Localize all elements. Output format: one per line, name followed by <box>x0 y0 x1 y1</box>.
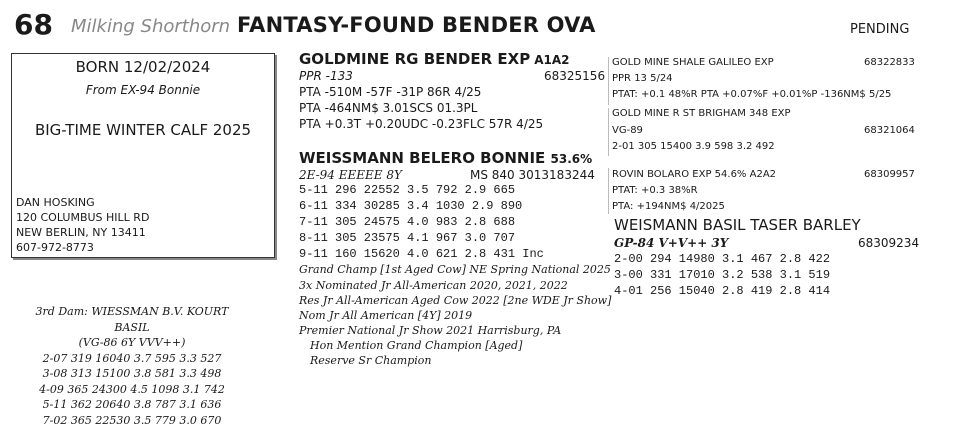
birth-date: BORN 12/02/2024 <box>75 58 211 76</box>
dam-sire-ptat: PTAT: +0.3 38%R <box>612 185 698 196</box>
sire-dam-name: GOLD MINE R ST BRIGHAM 348 EXP <box>612 108 791 119</box>
dam-lactation: 9-11 160 15620 4.0 621 2.8 431 Inc <box>299 247 544 261</box>
sire-sire-ptat: PTAT: +0.1 48%R PTA +0.07%F +0.01%P -136NM$ 5/25 <box>612 89 892 100</box>
dam-lactation: 5-11 296 22552 3.5 792 2.9 665 <box>299 183 516 197</box>
dam-sire-pta: PTA: +194NM$ 4/2025 <box>612 201 725 212</box>
sire-dam-record: 2-01 305 15400 3.9 598 3.2 492 <box>612 141 775 152</box>
pedigree-bracket <box>608 108 609 156</box>
breed: Milking Shorthorn <box>71 16 231 37</box>
pedigree-bracket <box>608 168 609 214</box>
sire-sire-id: 68322833 <box>864 57 915 68</box>
dam-lactation: 7-11 305 24575 4.0 983 2.8 688 <box>299 215 516 229</box>
dam-dam-lactation: 4-01 256 15040 2.8 419 2.8 414 <box>614 284 831 298</box>
dam-lactation: 6-11 334 30285 3.4 1030 2.9 890 <box>299 199 523 213</box>
dam-ms: MS 840 3013183244 <box>470 168 595 182</box>
consignor-city: NEW BERLIN, NY 13411 <box>16 226 146 239</box>
dam-lactation: 8-11 305 23575 4.1 967 3.0 707 <box>299 231 516 245</box>
sire-genotype: A1A2 <box>534 53 570 67</box>
third-dam-lactation: 2-07 319 16040 3.7 595 3.3 527 <box>42 351 222 365</box>
consignor-street: 120 COLUMBUS HILL RD <box>16 211 150 224</box>
third-dam-lactation: 4-09 365 24300 4.5 1098 3.1 742 <box>39 382 225 396</box>
consignor-phone: 607-972-8773 <box>16 241 94 254</box>
third-dam-block <box>20 304 244 428</box>
sire-pta-line: PTA -464NM$ 3.01SCS 01.3PL <box>299 101 478 115</box>
third-dam-class: (VG-86 6Y VVV++) <box>78 336 186 349</box>
dam-honor: Reserve Sr Champion <box>310 354 432 367</box>
sire-sire-ppr: PPR 13 5/24 <box>612 73 673 84</box>
lot-number: 68 <box>14 8 53 41</box>
dam-honor: Hon Mention Grand Champion [Aged] <box>310 339 523 352</box>
third-dam-title: 3rd Dam: WIESSMAN B.V. KOURT BASIL <box>35 305 229 334</box>
dam-honor: Nom Jr All American [4Y] 2019 <box>299 309 473 322</box>
dam-dam-class: GP-84 V+V++ 3Y <box>614 236 729 250</box>
dam-dam-lactation: 2-00 294 14980 3.1 467 2.8 422 <box>614 252 831 266</box>
dam-class: 2E-94 EEEEE 8Y <box>299 168 402 182</box>
sire-dam-class: VG-89 <box>612 125 643 136</box>
sire-ppr: PPR -133 <box>299 69 353 83</box>
info-box <box>11 53 275 258</box>
dam-dam-id: 68309234 <box>858 236 920 250</box>
dam-name: WEISSMANN BELERO BONNIE 53.6% <box>299 149 593 167</box>
sire-sire-name: GOLD MINE SHALE GALILEO EXP <box>612 57 774 68</box>
dam-dam-name: WEISMANN BASIL TASER BARLEY <box>614 216 861 234</box>
dam-percent: 53.6% <box>550 152 593 166</box>
status-badge: PENDING <box>850 22 910 37</box>
sire-name: GOLDMINE RG BENDER EXP A1A2 <box>299 50 570 68</box>
dam-sire-id: 68309957 <box>864 169 915 180</box>
third-dam-lactation: 5-11 362 20640 3.8 787 3.1 636 <box>42 398 222 411</box>
dam-honor: Res Jr All-American Aged Cow 2022 [2ne WDE Jr Show] <box>299 294 612 307</box>
sire-id: 68325156 <box>544 69 606 83</box>
third-dam-lactation: 7-02 365 22530 3.5 779 3.0 670 <box>42 413 222 427</box>
consignor-name: DAN HOSKING <box>16 196 95 209</box>
dam-honor: Grand Champ [1st Aged Cow] NE Spring National 2025 <box>299 263 611 276</box>
from-dam: From EX-94 Bonnie <box>85 83 201 97</box>
dam-sire-name: ROVIN BOLARO EXP 54.6% A2A2 <box>612 169 777 180</box>
dam-honor: Premier National Jr Show 2021 Harrisburg, PA <box>299 324 562 337</box>
dam-dam-lactation: 3-00 331 17010 3.2 538 3.1 519 <box>614 268 831 282</box>
award: BIG-TIME WINTER CALF 2025 <box>34 121 252 139</box>
animal-name: FANTASY-FOUND BENDER OVA <box>237 13 596 37</box>
third-dam-lactation: 3-08 313 15100 3.8 581 3.3 498 <box>42 367 222 380</box>
sire-pta-line: PTA -510M -57F -31P 86R 4/25 <box>299 85 482 99</box>
sire-dam-id: 68321064 <box>864 125 915 136</box>
dam-honor: 3x Nominated Jr All-American 2020, 2021, 2022 <box>299 279 568 292</box>
pedigree-bracket <box>608 57 609 105</box>
sire-pta-line: PTA +0.3T +0.20UDC -0.23FLC 57R 4/25 <box>299 117 544 131</box>
